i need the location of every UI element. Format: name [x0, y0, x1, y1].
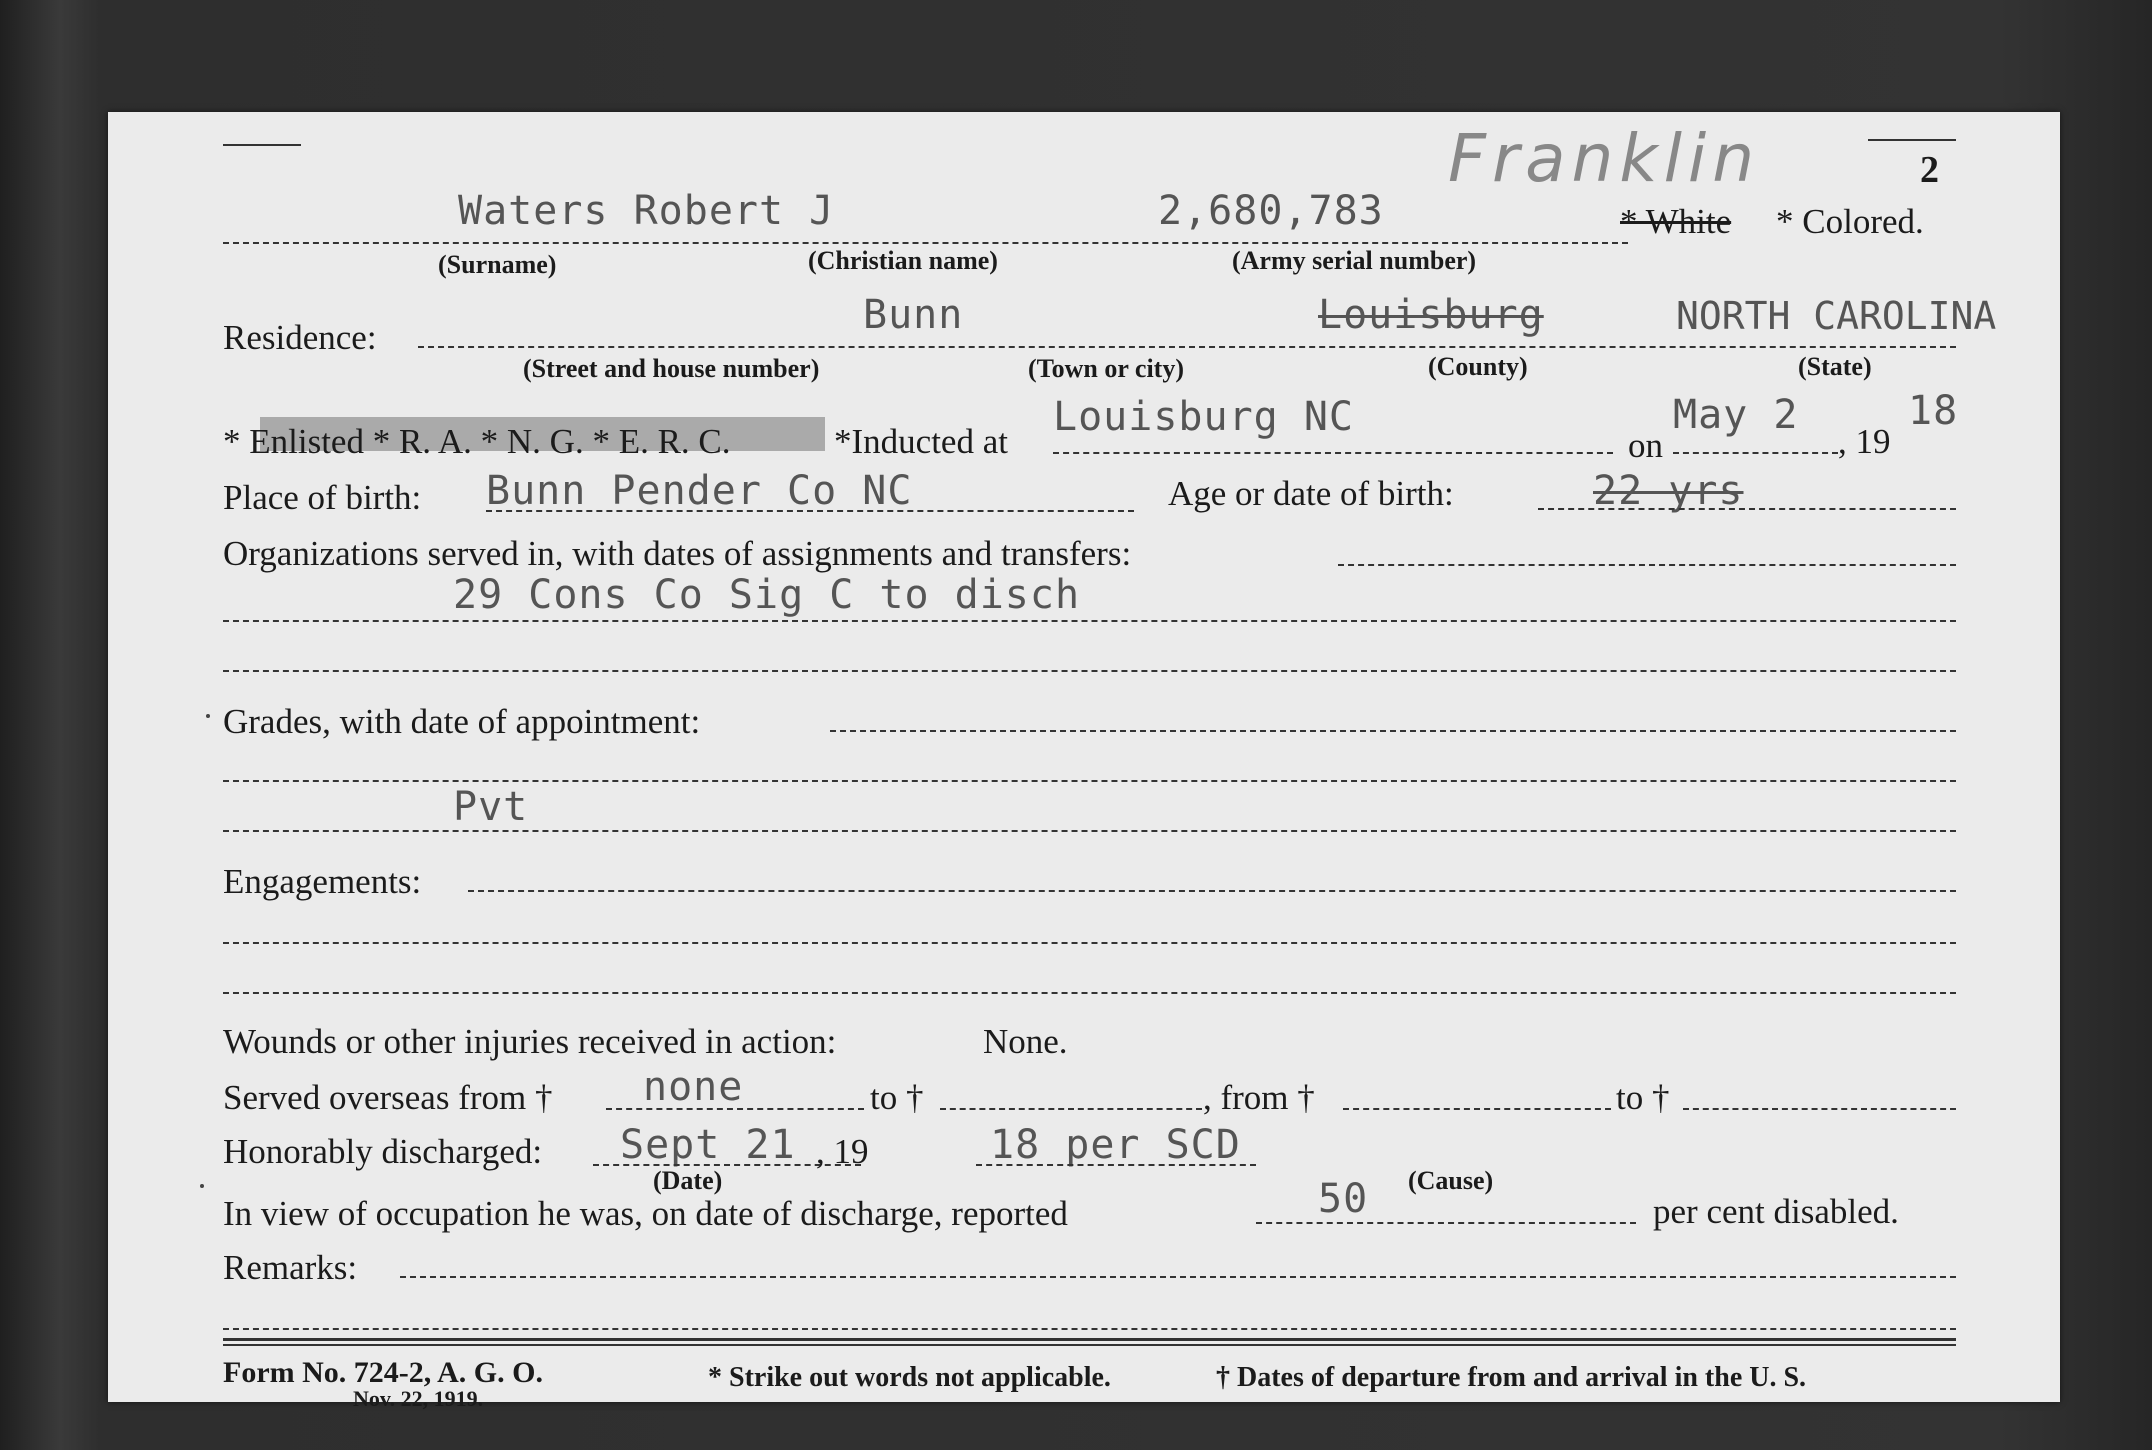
caption-cause: (Cause)	[1408, 1166, 1494, 1195]
caption-surname: (Surname)	[438, 250, 557, 279]
bottom-rule-1	[223, 1338, 1956, 1341]
grades-line-1	[830, 730, 1956, 732]
overseas-from-line	[606, 1108, 864, 1110]
birth-place-typed: Bunn Pender Co NC	[486, 468, 913, 514]
engagements-line-1	[468, 890, 1956, 892]
disabled-line	[1256, 1222, 1636, 1224]
form-date: Nov. 22, 1919.	[353, 1386, 484, 1411]
orgs-line-3	[223, 670, 1956, 672]
wounds-label: Wounds or other injuries received in action:	[223, 1022, 837, 1061]
white-label: * White	[1620, 202, 1732, 241]
grades-typed: Pvt	[453, 784, 529, 830]
serial-typed: 2,680,783	[1158, 188, 1384, 234]
caption-state: (State)	[1798, 352, 1872, 381]
row1-line	[223, 242, 1628, 244]
margin-dot-2	[200, 1184, 204, 1188]
remarks-line-2	[223, 1328, 1956, 1330]
birth-place-line	[486, 510, 1134, 512]
overseas-from-line-2	[1343, 1108, 1611, 1110]
inducted-label: *Inducted at	[834, 422, 1008, 461]
remarks-line-1	[400, 1276, 1956, 1278]
margin-dot-1	[206, 714, 210, 718]
overseas-to-line-1	[940, 1108, 1202, 1110]
inducted-date-typed: May 2	[1673, 392, 1799, 438]
top-right-rule	[1868, 139, 1956, 141]
inducted-year-typed: 18	[1908, 388, 1959, 434]
card-number: 2	[1920, 149, 1939, 191]
engagements-label: Engagements:	[223, 862, 422, 901]
overseas-from-label-2: , from †	[1203, 1078, 1315, 1117]
engagements-line-2	[223, 942, 1956, 944]
overseas-from-typed: none	[643, 1064, 744, 1110]
service-record-card	[108, 112, 2060, 1411]
age-line	[1538, 508, 1956, 510]
birth-place-label: Place of birth:	[223, 478, 422, 517]
overseas-label: Served overseas from †	[223, 1078, 553, 1117]
footnote-strike: * Strike out words not applicable.	[708, 1362, 1111, 1393]
form-number: Form No. 724-2, A. G. O.	[223, 1356, 543, 1389]
orgs-line-2	[223, 620, 1956, 622]
caption-county: (County)	[1428, 352, 1528, 381]
disabled-typed: 50	[1318, 1176, 1369, 1222]
orgs-label: Organizations served in, with dates of assignments and transfers:	[223, 534, 1132, 573]
residence-line	[418, 346, 1956, 348]
discharged-cause-line	[976, 1164, 1256, 1166]
grades-label: Grades, with date of appointment:	[223, 702, 701, 741]
overseas-to-line-2	[1683, 1108, 1956, 1110]
colored-label: * Colored.	[1776, 202, 1924, 241]
inducted-place-typed: Louisburg NC	[1053, 394, 1354, 440]
grades-line-3	[223, 830, 1956, 832]
residence-label: Residence:	[223, 318, 377, 357]
caption-christian-name: (Christian name)	[808, 246, 998, 275]
discharged-cause-typed: 18 per SCD	[990, 1122, 1241, 1168]
handwritten-county: Franklin	[1448, 120, 1761, 197]
orgs-typed: 29 Cons Co Sig C to disch	[453, 572, 1081, 618]
discharged-label: Honorably discharged:	[223, 1132, 543, 1171]
caption-town: (Town or city)	[1028, 354, 1184, 383]
name-typed: Waters Robert J	[458, 188, 835, 234]
caption-date: (Date)	[653, 1166, 723, 1195]
on-label: on	[1628, 426, 1663, 465]
county-typed: Louisburg	[1318, 292, 1544, 338]
caption-street: (Street and house number)	[523, 354, 820, 383]
footnote-dates: † Dates of departure from and arrival in the U. S.	[1216, 1362, 1807, 1393]
age-label: Age or date of birth:	[1168, 474, 1454, 513]
state-typed: NORTH CAROLINA	[1676, 294, 1997, 338]
bottom-rule-2	[223, 1344, 1956, 1346]
disabled-label: In view of occupation he was, on date of discharge, reported	[223, 1194, 1068, 1233]
town-typed: Bunn	[863, 292, 964, 338]
remarks-label: Remarks:	[223, 1248, 358, 1287]
overseas-to-label-1: to †	[870, 1078, 924, 1117]
overseas-to-label-2: to †	[1616, 1078, 1670, 1117]
top-left-rule	[223, 144, 301, 146]
age-typed: 22 yrs	[1593, 468, 1744, 514]
orgs-line-1	[1338, 564, 1956, 566]
inducted-place-line	[1053, 452, 1613, 454]
discharged-date-typed: Sept 21	[620, 1122, 796, 1168]
inducted-date-line	[1673, 452, 1838, 454]
enlisted-label: * Enlisted * R. A. * N. G. * E. R. C.	[223, 422, 731, 461]
disabled-suffix: per cent disabled.	[1653, 1192, 1899, 1231]
grades-line-2	[223, 780, 1956, 782]
discharged-year-prefix: , 19	[816, 1132, 869, 1171]
wounds-value: None.	[983, 1022, 1068, 1061]
year-prefix: , 19	[1838, 422, 1891, 461]
caption-army-serial: (Army serial number)	[1232, 246, 1477, 275]
engagements-line-3	[223, 992, 1956, 994]
